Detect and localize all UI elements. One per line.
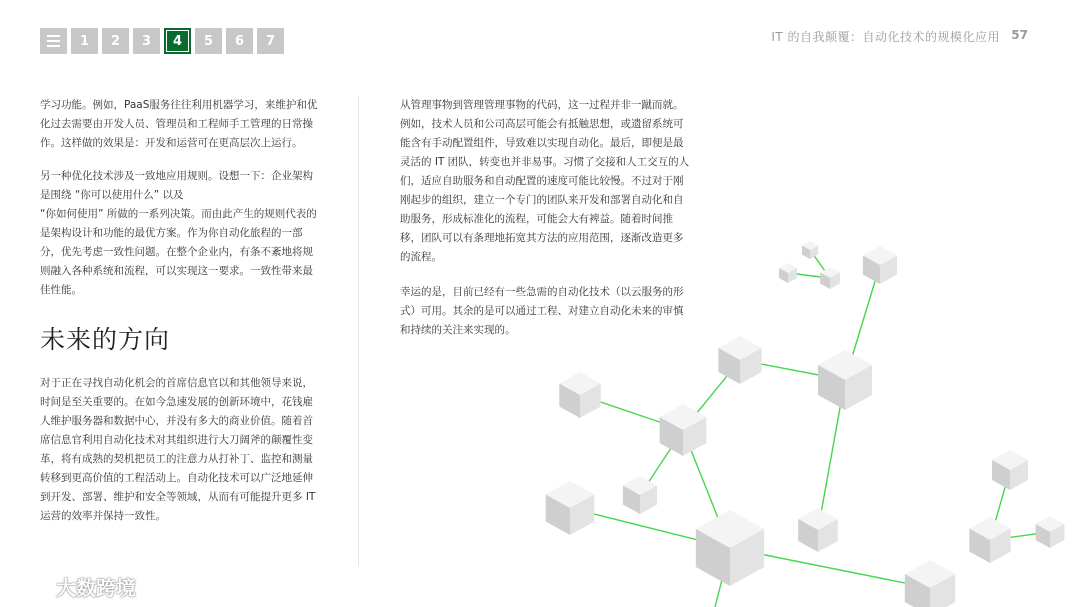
- column-divider: [358, 96, 359, 566]
- menu-button[interactable]: [40, 28, 67, 54]
- page-number: 57: [1011, 28, 1028, 42]
- watermark-text: 大数跨境: [56, 576, 136, 600]
- paragraph: 对于正在寻找自动化机会的首席信息官以和其他领导来说，时间是至关重要的。在如今急速发展的创新环境中，花钱雇人维护服务器和数据中心，并没有多大的商业价值。随着首席信息官利用自动化技术对其组织进行大刀阔斧的颠覆性变革，将有成熟的契机把员工的注意力从打补丁、监控和测量转移到更高价值的工程活动上。自动化技术可以广泛地延伸到开发、部署、维护和安全等领域，从而有可能提升更多 IT 运营的效率并保持一致性。: [40, 377, 316, 522]
- paragraph-line: 另一种优化技术涉及一致地应用规则。设想一下：企业架构是围绕 “你可以使用什么” 以及: [40, 170, 313, 201]
- chapter-tab-3[interactable]: 3: [133, 28, 160, 54]
- running-header-title: IT 的自我颠覆：自动化技术的规模化应用: [771, 30, 1000, 44]
- section-heading: 未来的方向: [40, 325, 171, 354]
- cube-network-illustration: [540, 230, 1080, 607]
- brand-logo-icon: [8, 575, 50, 599]
- chapter-tab-6[interactable]: 6: [226, 28, 253, 54]
- paragraph: 幸运的是，目前已经有一些急需的自动化技术（以云服务的形式）可用。其余的是可以通过工程、对建立自动化未来的审慎和持续的关注来实现的。: [400, 286, 684, 336]
- left-column: [40, 96, 320, 540]
- paragraph-line: “你如何使用” 所做的一系列决策。而由此产生的规则代表的是架构设计和功能的最优方案。作为你自动化旅程的一部分，优先考虑一致性问题。在整个企业内，有条不紊地将规则融入各种系统和流程，可以实现这一要求。一致性带来最佳性能。: [40, 208, 317, 296]
- chapter-tab-7[interactable]: 7: [257, 28, 284, 54]
- chapter-tab-5[interactable]: 5: [195, 28, 222, 54]
- chapter-tab-4[interactable]: 4: [164, 28, 191, 54]
- paragraph: 学习功能。例如，PaaS服务往往利用机器学习，来维护和优化过去需要由开发人员、管理员和工程师手工管理的日常操作。这样做的效果是：开发和运营可在更高层次上运行。: [40, 99, 318, 149]
- chapter-tab-1[interactable]: 1: [71, 28, 98, 54]
- cube-nodes: [546, 241, 1065, 607]
- hamburger-menu-icon: [47, 35, 60, 47]
- paragraph: [40, 167, 320, 300]
- paragraph: 从管理事物到管理管理事物的代码，这一过程并非一蹴而就。例如，技术人员和公司高层可能会有抵触思想，或遗留系统可能含有手动配置组件，导致难以实现自动化。最后，即便是最灵活的 IT 团队，转变也并非易事。习惯了交接和人工交互的人们，适应自助服务和自动配置的速度可能比较慢。不过对于刚刚起步的组织，建立一个专门的团队来开发和部署自动化和自助服务，形成标准化的流程，可能会大有裨益。随着时间推移，团队可以有条理地拓宽其方法的应用范围，逐渐改造更多的流程。: [400, 99, 690, 263]
- watermark: [8, 572, 136, 601]
- chapter-tab-2[interactable]: 2: [102, 28, 129, 54]
- chapter-nav: [40, 28, 284, 54]
